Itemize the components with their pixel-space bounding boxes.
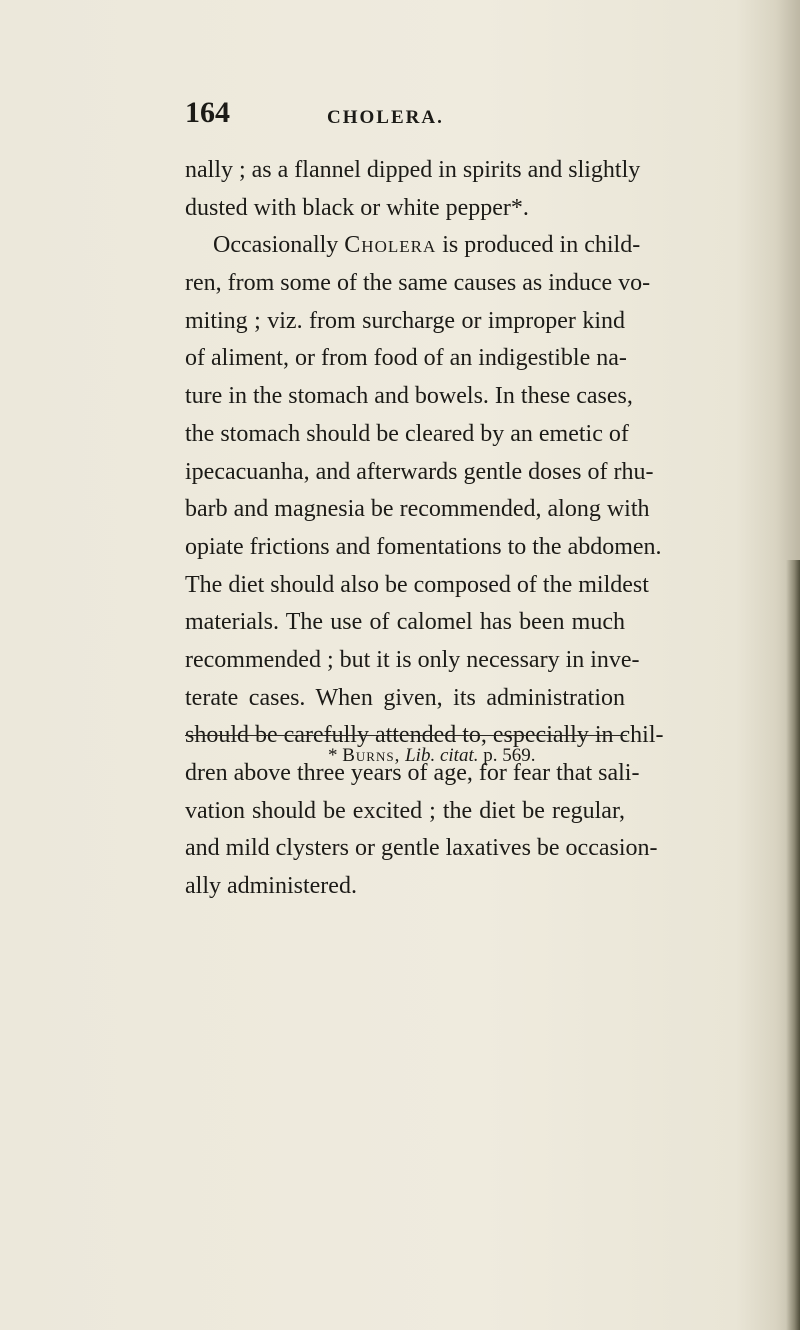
text-line: opiate frictions and fomentations to the abdomen. xyxy=(185,533,662,560)
text-fragment: is produced in child- xyxy=(442,232,641,259)
footnote-author: Burns, xyxy=(342,745,401,766)
body-text xyxy=(185,152,664,906)
text-line: vation should be excited ; the diet be regular, xyxy=(185,797,625,824)
text-line: nally ; as a flannel dipped in spirits and slightly xyxy=(185,157,641,183)
text-line: barb and magnesia be recommended, along with xyxy=(185,496,650,523)
footnote xyxy=(328,743,535,769)
text-line: the stomach should be cleared by an emetic of xyxy=(185,420,629,447)
text-line: and mild clysters or gentle laxatives be occasion- xyxy=(185,835,658,862)
text-line: dusted with black or white pepper*. xyxy=(185,194,529,221)
footnote-page: p. 569. xyxy=(478,745,536,766)
page-header xyxy=(185,96,625,136)
text-line: miting ; viz. from surcharge or improper kind xyxy=(185,307,625,334)
text-line: The diet should also be composed of the mildest xyxy=(185,571,649,598)
page-number: 164 xyxy=(185,96,230,129)
text-line: terate cases. When given, its administration xyxy=(185,684,625,711)
text-line: ally administered. xyxy=(185,873,357,900)
text-line: dren above three years of age, for fear that sali- xyxy=(185,760,640,786)
text-line: ture in the stomach and bowels. In these cases, xyxy=(185,383,633,410)
text-line: recommended ; but it is only necessary in inve- xyxy=(185,646,640,673)
text-line: materials. The use of calomel has been much xyxy=(185,609,625,636)
text-line: ipecacuanha, and afterwards gentle doses of rhu- xyxy=(185,458,654,485)
text-line: should be carefully attended to, especially in chil- xyxy=(185,722,664,749)
text-fragment: Occasionally xyxy=(213,232,339,259)
text-line xyxy=(185,227,641,265)
page-edge-shadow xyxy=(786,560,800,1330)
text-line: ren, from some of the same causes as induce vo- xyxy=(185,270,651,297)
footnote-work: Lib. citat. xyxy=(400,745,479,766)
footnote-marker: * xyxy=(328,745,343,766)
running-head: CHOLERA. xyxy=(327,107,444,128)
term-cholera: Cholera xyxy=(344,232,437,259)
text-line: of aliment, or from food of an indigestible na- xyxy=(185,345,627,372)
footnote-rule xyxy=(185,735,627,736)
